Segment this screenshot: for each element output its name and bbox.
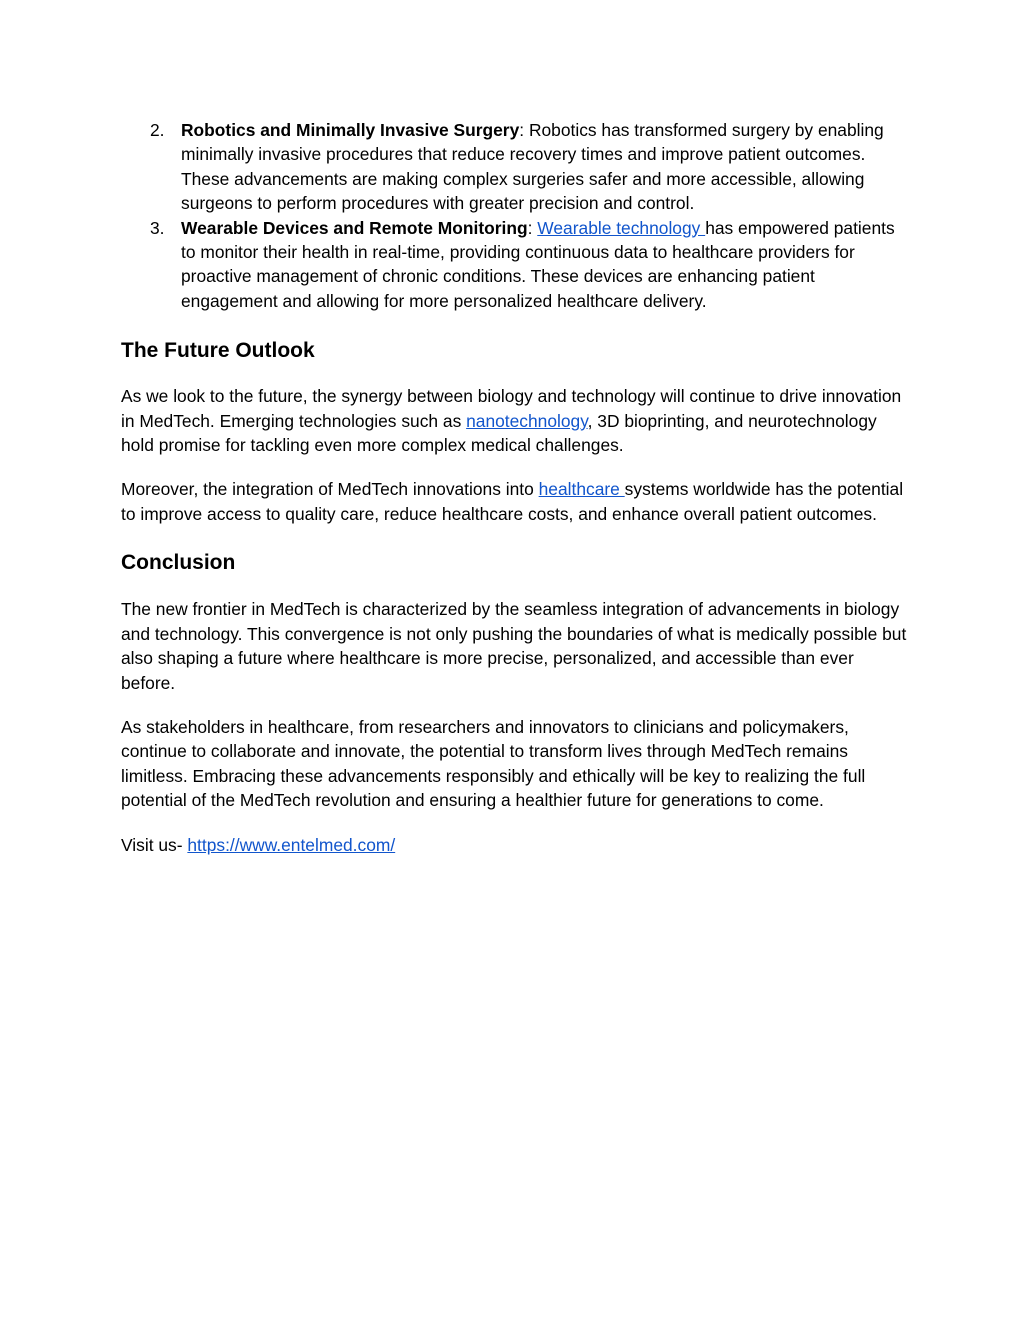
document-page <box>121 118 911 857</box>
website-link[interactable]: https://www.entelmed.com/ <box>187 834 396 855</box>
visit-us-label: Visit us- <box>121 834 188 855</box>
paragraph-text: Moreover, the integration of MedTech innovations into <box>121 479 539 500</box>
conclusion-paragraph-1: The new frontier in MedTech is characterized by the seamless integration of advancements in biology and technology. This convergence is not only pushing the boundaries of what is medically possible but also shaping a future where healthcare is more precise, personalized, and accessible than ever before. <box>121 599 907 693</box>
paragraph-text: systems worldwide has the potential to improve access to quality care, reduce healthcare costs, and enhance overall patient outcomes. <box>121 479 904 524</box>
list-text: has empowered patients to monitor their health in real-time, providing continuous data to healthcare providers for proactive management of chronic conditions. These devices are enhancing patient engagement and allowing for more personalized healthcare delivery. <box>181 217 895 311</box>
visit-us-line <box>121 833 911 857</box>
numbered-list <box>121 118 911 313</box>
list-separator: : <box>527 217 538 238</box>
list-separator: : <box>519 120 525 140</box>
list-term: Robotics and Minimally Invasive Surgery <box>181 120 520 140</box>
list-item-robotics <box>121 118 911 216</box>
wearable-technology-link[interactable]: Wearable technology <box>537 217 706 238</box>
list-item-wearables <box>121 216 911 314</box>
paragraph-text: As we look to the future, the synergy between biology and technology will continue to drive innovation in MedTech. Emerging technologies such as <box>121 386 902 431</box>
healthcare-link[interactable]: healthcare <box>538 479 625 500</box>
list-number: 3. <box>150 217 165 238</box>
list-term: Wearable Devices and Remote Monitoring <box>181 217 528 238</box>
future-paragraph-1 <box>121 384 911 457</box>
nanotechnology-link[interactable]: nanotechnology <box>466 410 588 431</box>
future-paragraph-2 <box>121 477 911 526</box>
paragraph-text: , 3D bioprinting, and neurotechnology hold promise for tackling even more complex medical challenges. <box>121 410 877 456</box>
conclusion-heading: Conclusion <box>121 551 236 575</box>
future-outlook-heading: The Future Outlook <box>121 339 315 363</box>
list-number: 2. <box>150 120 165 140</box>
conclusion-paragraph-2: As stakeholders in healthcare, from researchers and innovators to clinicians and policymakers, continue to collaborate and innovate, the potential to transform lives through MedTech remains limitless. Embracing these advancements responsibly and ethically will be key to realizing the full potential of the MedTech revolution and ensuring a healthier future for generations to come. <box>121 716 866 811</box>
list-text: Robotics has transformed surgery by enabling minimally invasive procedures that reduce recovery times and improve patient outcomes. These advancements are making complex surgeries safer and more accessible, allowing surgeons to perform procedures with greater precision and control. <box>181 120 884 214</box>
